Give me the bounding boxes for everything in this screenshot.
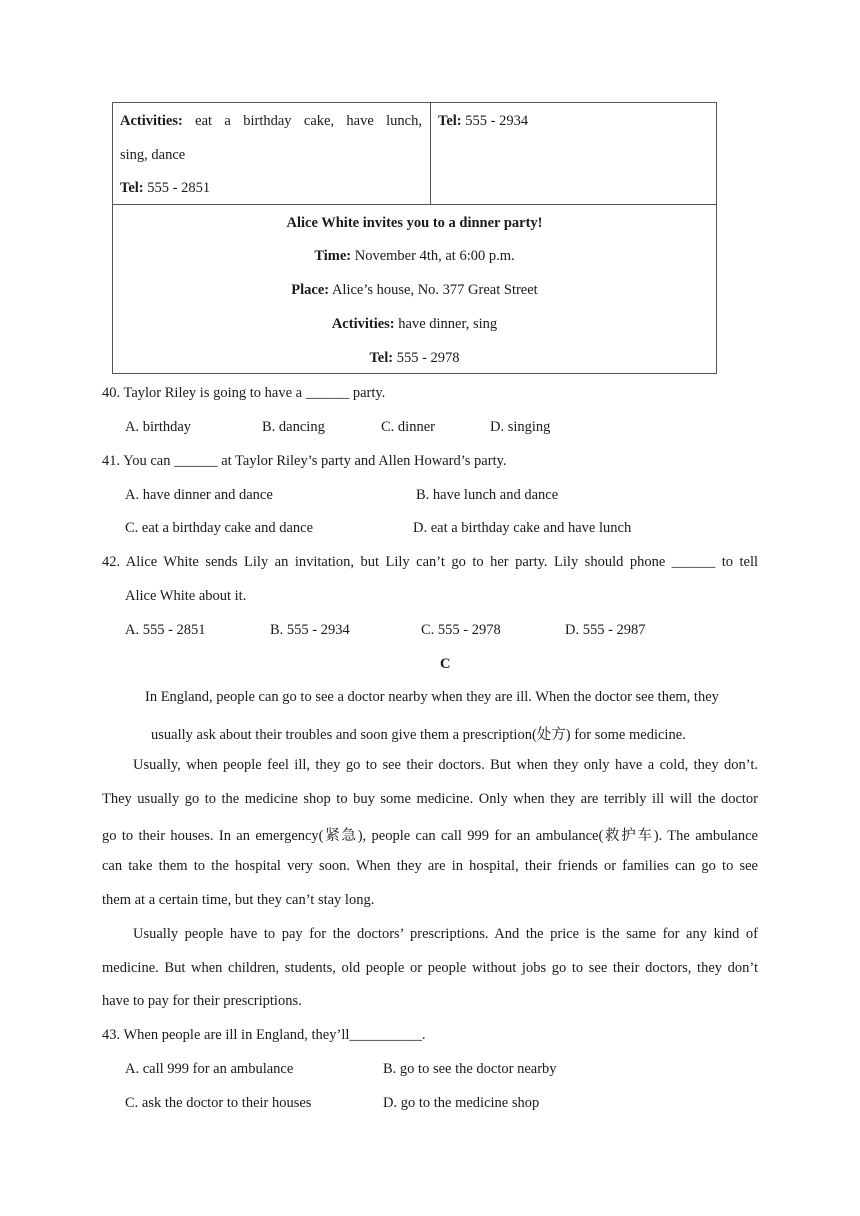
section-c-paragraph-1-line-1: In England, people can go to see a doctor nearby when they are ill. When the doctor see them, they bbox=[145, 689, 719, 705]
alice-invite-time: Time: November 4th, at 6:00 p.m. bbox=[314, 248, 515, 264]
cell-left-activities-cont: sing, dance bbox=[120, 147, 186, 163]
section-c-paragraph-2-line-1: Usually, when people feel ill, they go to see their doctors. But when they only have a cold, they don’t. bbox=[133, 757, 758, 773]
cell-right-tel: Tel: 555 - 2934 bbox=[438, 113, 529, 129]
section-c-paragraph-1-line-2: usually ask about their troubles and soon give them a prescription(处方) for some medicine. bbox=[151, 727, 686, 743]
question-41-option-b: B. have lunch and dance bbox=[416, 487, 559, 503]
question-40-stem: 40. Taylor Riley is going to have a ______ party. bbox=[102, 385, 386, 401]
invitation-table bbox=[112, 102, 717, 374]
question-40-option-b: B. dancing bbox=[262, 419, 325, 435]
question-40-option-c: C. dinner bbox=[381, 419, 435, 435]
alice-invite-activities: Activities: have dinner, sing bbox=[331, 316, 498, 332]
question-42-option-a: A. 555 - 2851 bbox=[125, 622, 206, 638]
cell-left-activities: Activities: eat a birthday cake, have lunch, bbox=[120, 113, 422, 129]
question-41-option-a: A. have dinner and dance bbox=[125, 487, 273, 503]
section-c-paragraph-3-line-3: have to pay for their prescriptions. bbox=[102, 993, 302, 1009]
question-41-option-d: D. eat a birthday cake and have lunch bbox=[413, 520, 632, 536]
section-c-paragraph-3-line-1: Usually people have to pay for the doctors’ prescriptions. And the price is the same for any kind of bbox=[133, 926, 758, 942]
section-c-paragraph-2-line-5: them at a certain time, but they can’t stay long. bbox=[102, 892, 375, 908]
question-43-option-c: C. ask the doctor to their houses bbox=[125, 1095, 312, 1111]
section-c-paragraph-2-line-4: can take them to the hospital very soon. When they are in hospital, their friends or families can go to see bbox=[102, 858, 758, 874]
question-42-stem: 42. Alice White sends Lily an invitation, but Lily can’t go to her party. Lily should phone ______ to tell bbox=[102, 554, 758, 570]
question-42-option-d: D. 555 - 2987 bbox=[565, 622, 646, 638]
question-43-option-d: D. go to the medicine shop bbox=[383, 1095, 540, 1111]
section-c-heading: C bbox=[440, 656, 451, 672]
section-c-paragraph-3-line-2: medicine. But when children, students, old people or people without jobs go to see their doctors, they don’t bbox=[102, 960, 758, 976]
question-41-option-c: C. eat a birthday cake and dance bbox=[125, 520, 314, 536]
alice-invite-tel: Tel: 555 - 2978 bbox=[369, 350, 460, 366]
table-divider-vertical bbox=[430, 102, 431, 205]
alice-invite-place: Place: Alice’s house, No. 377 Great Street bbox=[291, 282, 538, 298]
section-c-paragraph-2-line-2: They usually go to the medicine shop to buy some medicine. Only when they are terribly ill will the doctor bbox=[102, 791, 758, 807]
question-42-option-c: C. 555 - 2978 bbox=[421, 622, 501, 638]
question-42-stem-cont: Alice White about it. bbox=[125, 588, 247, 604]
question-43-option-b: B. go to see the doctor nearby bbox=[383, 1061, 557, 1077]
question-40-option-d: D. singing bbox=[490, 419, 551, 435]
question-40-option-a: A. birthday bbox=[125, 419, 192, 435]
question-43-option-a: A. call 999 for an ambulance bbox=[125, 1061, 294, 1077]
table-divider-horizontal bbox=[112, 204, 717, 205]
cell-left-tel: Tel: 555 - 2851 bbox=[120, 180, 211, 196]
question-43-stem: 43. When people are ill in England, they’ll__________. bbox=[102, 1027, 426, 1043]
alice-invite-title: Alice White invites you to a dinner party! bbox=[286, 215, 543, 231]
question-42-option-b: B. 555 - 2934 bbox=[270, 622, 350, 638]
question-41-stem: 41. You can ______ at Taylor Riley’s party and Allen Howard’s party. bbox=[102, 453, 507, 469]
section-c-paragraph-2-line-3: go to their houses. In an emergency(紧急), people can call 999 for an ambulance(救护车). The ambulance bbox=[102, 828, 758, 844]
